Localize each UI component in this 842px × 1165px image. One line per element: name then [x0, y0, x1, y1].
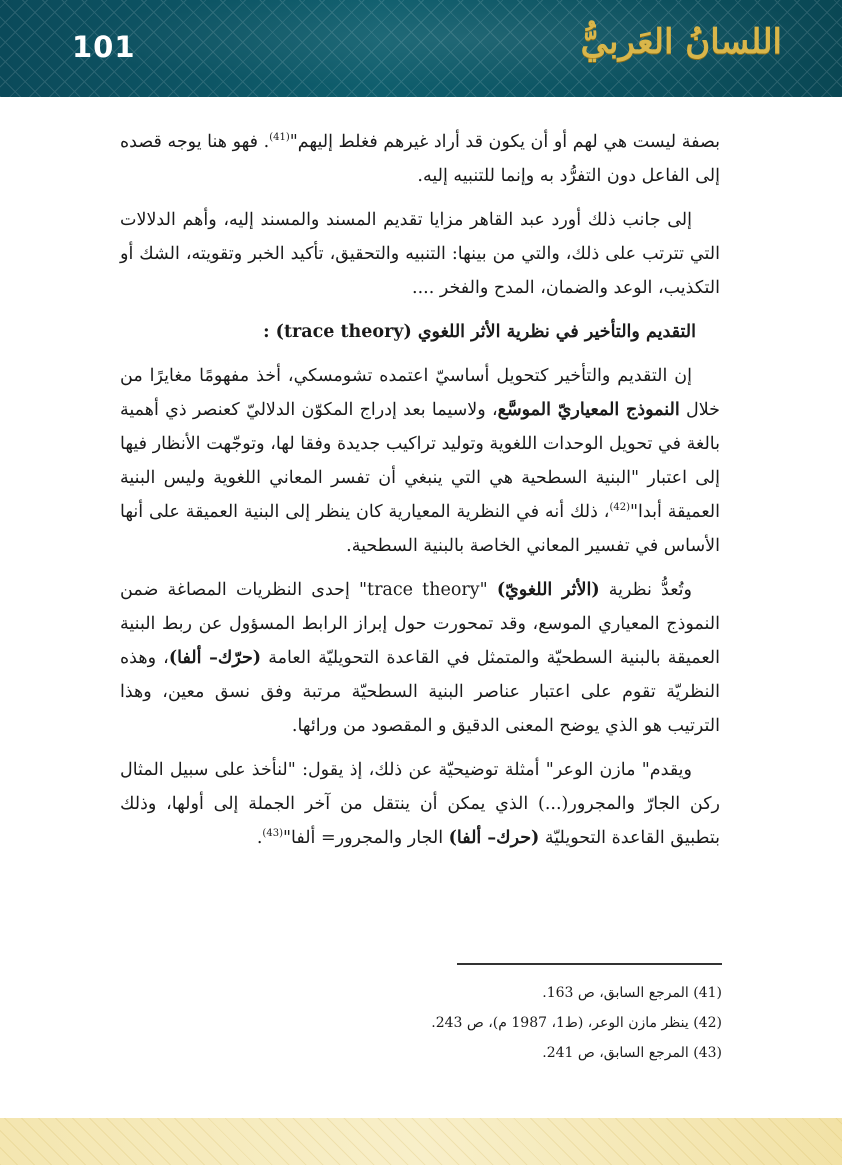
footer-pattern	[0, 1118, 842, 1165]
paragraph-2: إلى جانب ذلك أورد عبد القاهر مزايا تقديم المسند والمسند إليه، وأهم الدلالات التي تترتب على ذلك، والتي من بينها: التنبيه والتحقيق، تأكيد الخبر وتقويته، الشك أو التكذيب، الوعد والضمان، المدح والفخر ....	[120, 210, 720, 298]
paragraph-1	[120, 125, 720, 193]
footnote-ref-41: (41)	[269, 132, 290, 144]
p4-start: وتُعدُّ نظرية	[599, 580, 692, 600]
p3-bold: النموذج المعياريّ الموسَّع	[497, 400, 680, 420]
p5-end: الجار والمجرور= ألفا"	[282, 828, 449, 848]
journal-logo: اللسانُ العَربيُّ	[580, 22, 782, 62]
section-heading: التقديم والتأخير في نظرية الأثر اللغوي (trace theory) :	[263, 322, 696, 342]
p4-mid: "trace theory" إحدى النظريات المصاغة ضمن النموذج المعياري الموسع، وقد تمحورت حول إبراز الرابط المسؤول عن ربط البنية العميقة بالبنية السطحيّة والمتمثل في القاعدة التحويليّة العامة	[120, 580, 721, 668]
p5-start: ويقدم" مازن الوعر" أمثلة توضيحيّة عن ذلك، إذ يقول: "لنأخذ على سبيل المثال ركن الجارّ والمجرور(...) الذي يمكن أن ينتقل من آخر الجملة إلى أولها، وذلك بتطبيق القاعدة التحويليّة	[120, 760, 720, 848]
page-number: 101	[72, 30, 136, 64]
paragraph-4	[120, 573, 720, 743]
p3-start: إن التقديم والتأخير كتحويل أساسيّ اعتمده تشومسكي، أخذ مفهومًا مغايرًا من خلال	[120, 366, 720, 420]
article-body	[120, 125, 720, 865]
p3-end: ، ذلك أنه في النظرية المعيارية كان ينظر إلى البنية العميقة على أنها الأساس في تفسير المعاني الخاصة بالبنية السطحية.	[120, 502, 720, 556]
page-header	[0, 0, 842, 97]
footnote-42: (42) ينظر مازن الوعر، (ط1، 1987 م)، ص 243.	[431, 1015, 722, 1031]
p5-dot: .	[256, 828, 263, 848]
page-footer	[0, 1118, 842, 1165]
footnote-43: (43) المرجع السابق، ص 241.	[542, 1045, 722, 1061]
p4-end: ، وهذه النظريّة تقوم على اعتبار عناصر البنية السطحيّة مرتبة وفق نسق معين، وهذا الترتيب هو الذي يوضح المعنى الدقيق و المقصود من ورائها.	[120, 648, 720, 736]
p4-bold: (الأثر اللغويّ)	[496, 580, 600, 600]
paragraph-3	[120, 359, 720, 563]
footnotes	[122, 978, 722, 1068]
paragraph-5	[120, 753, 720, 855]
footnote-ref-42: (42)	[609, 502, 630, 514]
footnote-ref-43: (43)	[262, 828, 283, 840]
p3-mid: ، ولاسيما بعد إدراج المكوّن الدلاليّ كعنصر ذي أهمية بالغة في تحويل الوحدات اللغوية وتوليد تراكيب جديدة وفقا لها، وتوجّهت الأنظار فيها إلى اعتبار "البنية السطحية هي التي ينبغي أن تفسر المعاني اللغوية وليس البنية العميقة أبدا"	[120, 400, 720, 522]
p1-end: . فهو هنا يوجه قصده إلى الفاعل دون التفرُّد به وإنما للتنبيه إليه.	[120, 132, 720, 186]
p1-text: بصفة ليست هي لهم أو أن يكون قد أراد غيرهم فغلط إليهم"	[289, 132, 720, 152]
p5-bold: (حرك– ألفا)	[448, 828, 540, 848]
footnote-divider	[457, 963, 722, 965]
footnote-41: (41) المرجع السابق، ص 163.	[542, 985, 722, 1001]
p4-bold-2: (حرّك– ألفا)	[168, 648, 262, 668]
